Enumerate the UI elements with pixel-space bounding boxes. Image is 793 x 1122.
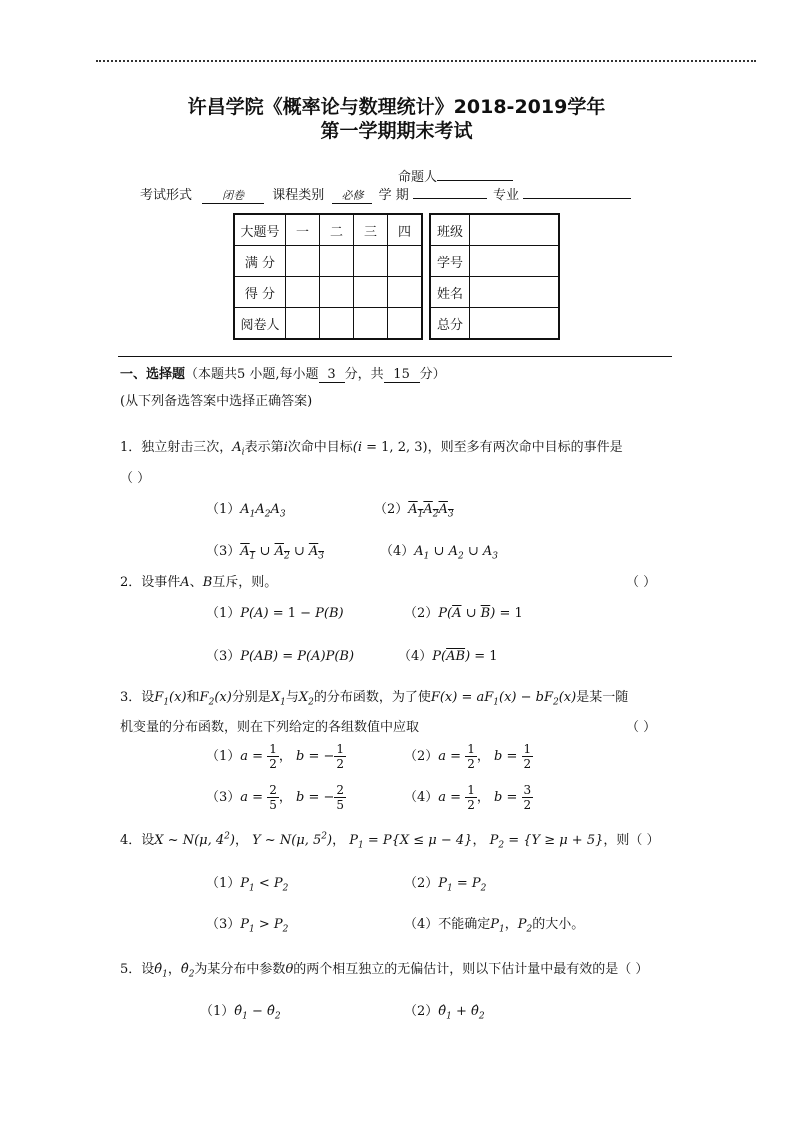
q4-option-2: $(2)P_1 = P_2$ <box>404 876 487 894</box>
proposer-label: 命题人 <box>398 170 438 185</box>
q4-text: 4．设 <box>120 833 155 848</box>
option-label: （1） <box>206 876 241 891</box>
class-label: 班级 <box>430 214 470 246</box>
student-info-table <box>429 213 560 340</box>
major-label: 专业 <box>493 188 520 203</box>
semester-label: 学 期 <box>378 188 409 203</box>
table-cell: 得 分 <box>234 277 286 308</box>
question-4: 4．设X ~ N(μ, $4^2$)， Y ~ N(μ, $5^2$)， $P_1 = P\{X \le \mu - 4\}$， $P_2 = \{Y \ge \mu + 5\}$，则（ ） <box>120 831 660 851</box>
q4-text: ，则（ ） <box>603 833 660 848</box>
q5-text: 5．设 <box>120 962 155 977</box>
option-label: （2） <box>404 876 439 891</box>
table-cell[interactable] <box>320 308 354 340</box>
table-cell[interactable] <box>286 246 320 277</box>
q3-text: 与 <box>285 690 299 705</box>
option-label: （4） <box>398 649 433 664</box>
q4-option-3: $(3)P_1 > P_2$ <box>206 917 289 935</box>
section-desc-pre: （本题共5 小题,每小题 <box>185 367 319 382</box>
section-instruction: (从下列备选答案中选择正确答案) <box>120 394 313 409</box>
question-3: 3．设$F_1(x)$和$F_2(x)$分别是$X_1$与$X_2$的分布函数，为了使$F(x) = aF_1(x) - bF_2(x)$是某一随 <box>120 690 629 708</box>
total-score: 15 <box>384 367 420 383</box>
exam-title-line2: 第一学期期末考试 <box>320 120 473 142</box>
option-label: （1） <box>200 1004 235 1019</box>
q1-answer-paren: （ ） <box>120 471 151 486</box>
q3-option-4: （4）a = $\frac{1}{2}$ ， b = $\frac{3}{2}$ <box>404 783 532 812</box>
q2-text: 2．设事件 <box>120 575 181 590</box>
q1-text: 次命中目标 <box>287 440 353 455</box>
table-cell[interactable] <box>388 246 423 277</box>
table-row <box>234 308 422 340</box>
option-label: （2） <box>404 749 439 764</box>
table-cell[interactable] <box>286 308 320 340</box>
per-question-score: 3 <box>319 367 345 383</box>
name-field[interactable] <box>470 277 560 308</box>
table-cell: 二 <box>320 214 354 246</box>
table-row <box>430 246 559 277</box>
name-label: 姓名 <box>430 277 470 308</box>
q1-text: ，则至多有两次命中目标的事件是 <box>427 440 623 455</box>
table-cell: 三 <box>354 214 388 246</box>
table-cell[interactable] <box>354 246 388 277</box>
q2-option-4: $(4)P(\overline{AB}) = 1$ <box>398 649 498 664</box>
section-heading <box>120 363 446 383</box>
course-type-value: 必修 <box>332 187 372 204</box>
exam-form-label: 考试形式 <box>140 188 193 203</box>
section-title: 一、选择题 <box>120 367 186 382</box>
table-row <box>234 246 422 277</box>
score-table <box>233 213 423 340</box>
table-row <box>430 277 559 308</box>
option-label: （3） <box>206 917 241 932</box>
section-divider <box>118 356 672 357</box>
option-label: （4）不能确定 <box>404 917 491 932</box>
q3-line2: 机变量的分布函数，则在下列给定的各组数值中应取 <box>120 720 420 735</box>
q3-text: 的分布函数，为了使 <box>313 690 431 705</box>
q1-option-4: $(4)A_1$ ∪ $A_2$ ∪ $A_3$ <box>380 544 498 562</box>
class-field[interactable] <box>470 214 560 246</box>
option-label: （3） <box>206 790 241 805</box>
q1-text: 1．独立射击三次， <box>120 440 233 455</box>
table-cell[interactable] <box>320 246 354 277</box>
q4-option-4: （4）不能确定$P_1$，$P_2$的大小。 <box>404 917 585 935</box>
q2-option-1: （1）P(A) = 1 − P(B) <box>206 606 344 621</box>
option-label: （4） <box>380 544 415 559</box>
q3-text: 是某一随 <box>576 690 629 705</box>
option-label: （2） <box>404 606 439 621</box>
q5-option-1: $(1)\thetâ_1$ − $\thetâ_2$ <box>200 1004 281 1022</box>
student-id-label: 学号 <box>430 246 470 277</box>
q3-answer-paren: （ ） <box>626 720 657 735</box>
option-label: （4） <box>404 790 439 805</box>
option-label: （2） <box>404 1004 439 1019</box>
question-2: 2．设事件A、B互斥，则。 <box>120 575 278 590</box>
q2-option-2: $(2)P(\overline{A}$ ∪ $\overline{B}) = 1$ <box>404 606 523 621</box>
question-5: 5．设$\thetâ_1$，$\thetâ_2$为某分布中参数θ的两个相互独立的无偏估计，则以下估计量中最有效的是（ ） <box>120 962 649 980</box>
option-label: （3） <box>206 649 241 664</box>
course-type-label: 课程类别 <box>272 188 325 203</box>
proposer-field <box>398 166 513 185</box>
table-row <box>234 214 422 246</box>
q4-option-1: $(1)P_1 < P_2$ <box>206 876 289 894</box>
exam-title-line1: 许昌学院《概率论与数理统计》2018-2019学年 <box>187 96 606 118</box>
option-label: （2） <box>374 502 409 517</box>
q2-answer-paren: （ ） <box>626 575 657 590</box>
option-label: （1） <box>206 749 241 764</box>
exam-info-row <box>140 184 631 204</box>
q2-option-3: （3）P(AB) = P(A)P(B) <box>206 649 355 664</box>
q5-text: 为某分布中参数 <box>194 962 286 977</box>
table-cell: 大题号 <box>234 214 286 246</box>
dotted-cut-line <box>96 60 756 62</box>
q3-option-1: （1）a = $\frac{1}{2}$ ， b = − $\frac{1}{2}$ <box>206 742 345 771</box>
table-cell[interactable] <box>286 277 320 308</box>
proposer-blank <box>437 166 513 181</box>
option-label: （1） <box>206 606 241 621</box>
table-cell: 四 <box>388 214 423 246</box>
table-row <box>430 308 559 340</box>
q3-text: 和 <box>186 690 200 705</box>
section-desc-mid: 分，共 <box>344 367 384 382</box>
table-row <box>430 214 559 246</box>
table-cell: 一 <box>286 214 320 246</box>
major-blank <box>523 184 631 199</box>
q1-option-2: $(2)A_1A_2A_3$ <box>374 502 454 520</box>
table-cell: 满 分 <box>234 246 286 277</box>
section-desc-post: 分） <box>419 367 446 382</box>
option-label: （3） <box>206 544 241 559</box>
semester-blank <box>413 184 487 199</box>
q3-option-3: （3）a = $\frac{2}{5}$ ， b = − $\frac{2}{5}$ <box>206 783 345 812</box>
q3-text: 3．设 <box>120 690 155 705</box>
table-cell[interactable] <box>354 277 388 308</box>
student-id-field[interactable] <box>470 246 560 277</box>
option-label: （1） <box>206 502 241 517</box>
q1-text: 表示第 <box>244 440 284 455</box>
table-cell: 阅卷人 <box>234 308 286 340</box>
table-cell[interactable] <box>320 277 354 308</box>
table-cell[interactable] <box>354 308 388 340</box>
q5-option-2: $(2)\thetâ_1$ + $\thetâ_2$ <box>404 1004 485 1022</box>
q3-option-2: （2）a = $\frac{1}{2}$ ， b = $\frac{1}{2}$ <box>404 742 532 771</box>
q1-option-1: $(1)A_1A_2A_3$ <box>206 502 286 520</box>
q2-text: 互斥，则。 <box>212 575 278 590</box>
exam-form-value: 闭卷 <box>202 187 264 204</box>
table-row <box>234 277 422 308</box>
q3-text: 分别是 <box>231 690 271 705</box>
q4-text: 的大小。 <box>532 917 585 932</box>
table-cell[interactable] <box>388 277 423 308</box>
q1-option-3: $(3)A_1$ ∪ $A_2$ ∪ $A_3$ <box>206 544 324 562</box>
question-1: 1．独立射击三次，$A_i$表示第i次命中目标(i = 1, 2, 3)，则至多有两次命中目标的事件是 <box>120 440 623 458</box>
table-cell[interactable] <box>388 308 423 340</box>
total-field[interactable] <box>470 308 560 340</box>
total-label: 总分 <box>430 308 470 340</box>
q5-text: 的两个相互独立的无偏估计，则以下估计量中最有效的是（ ） <box>293 962 649 977</box>
